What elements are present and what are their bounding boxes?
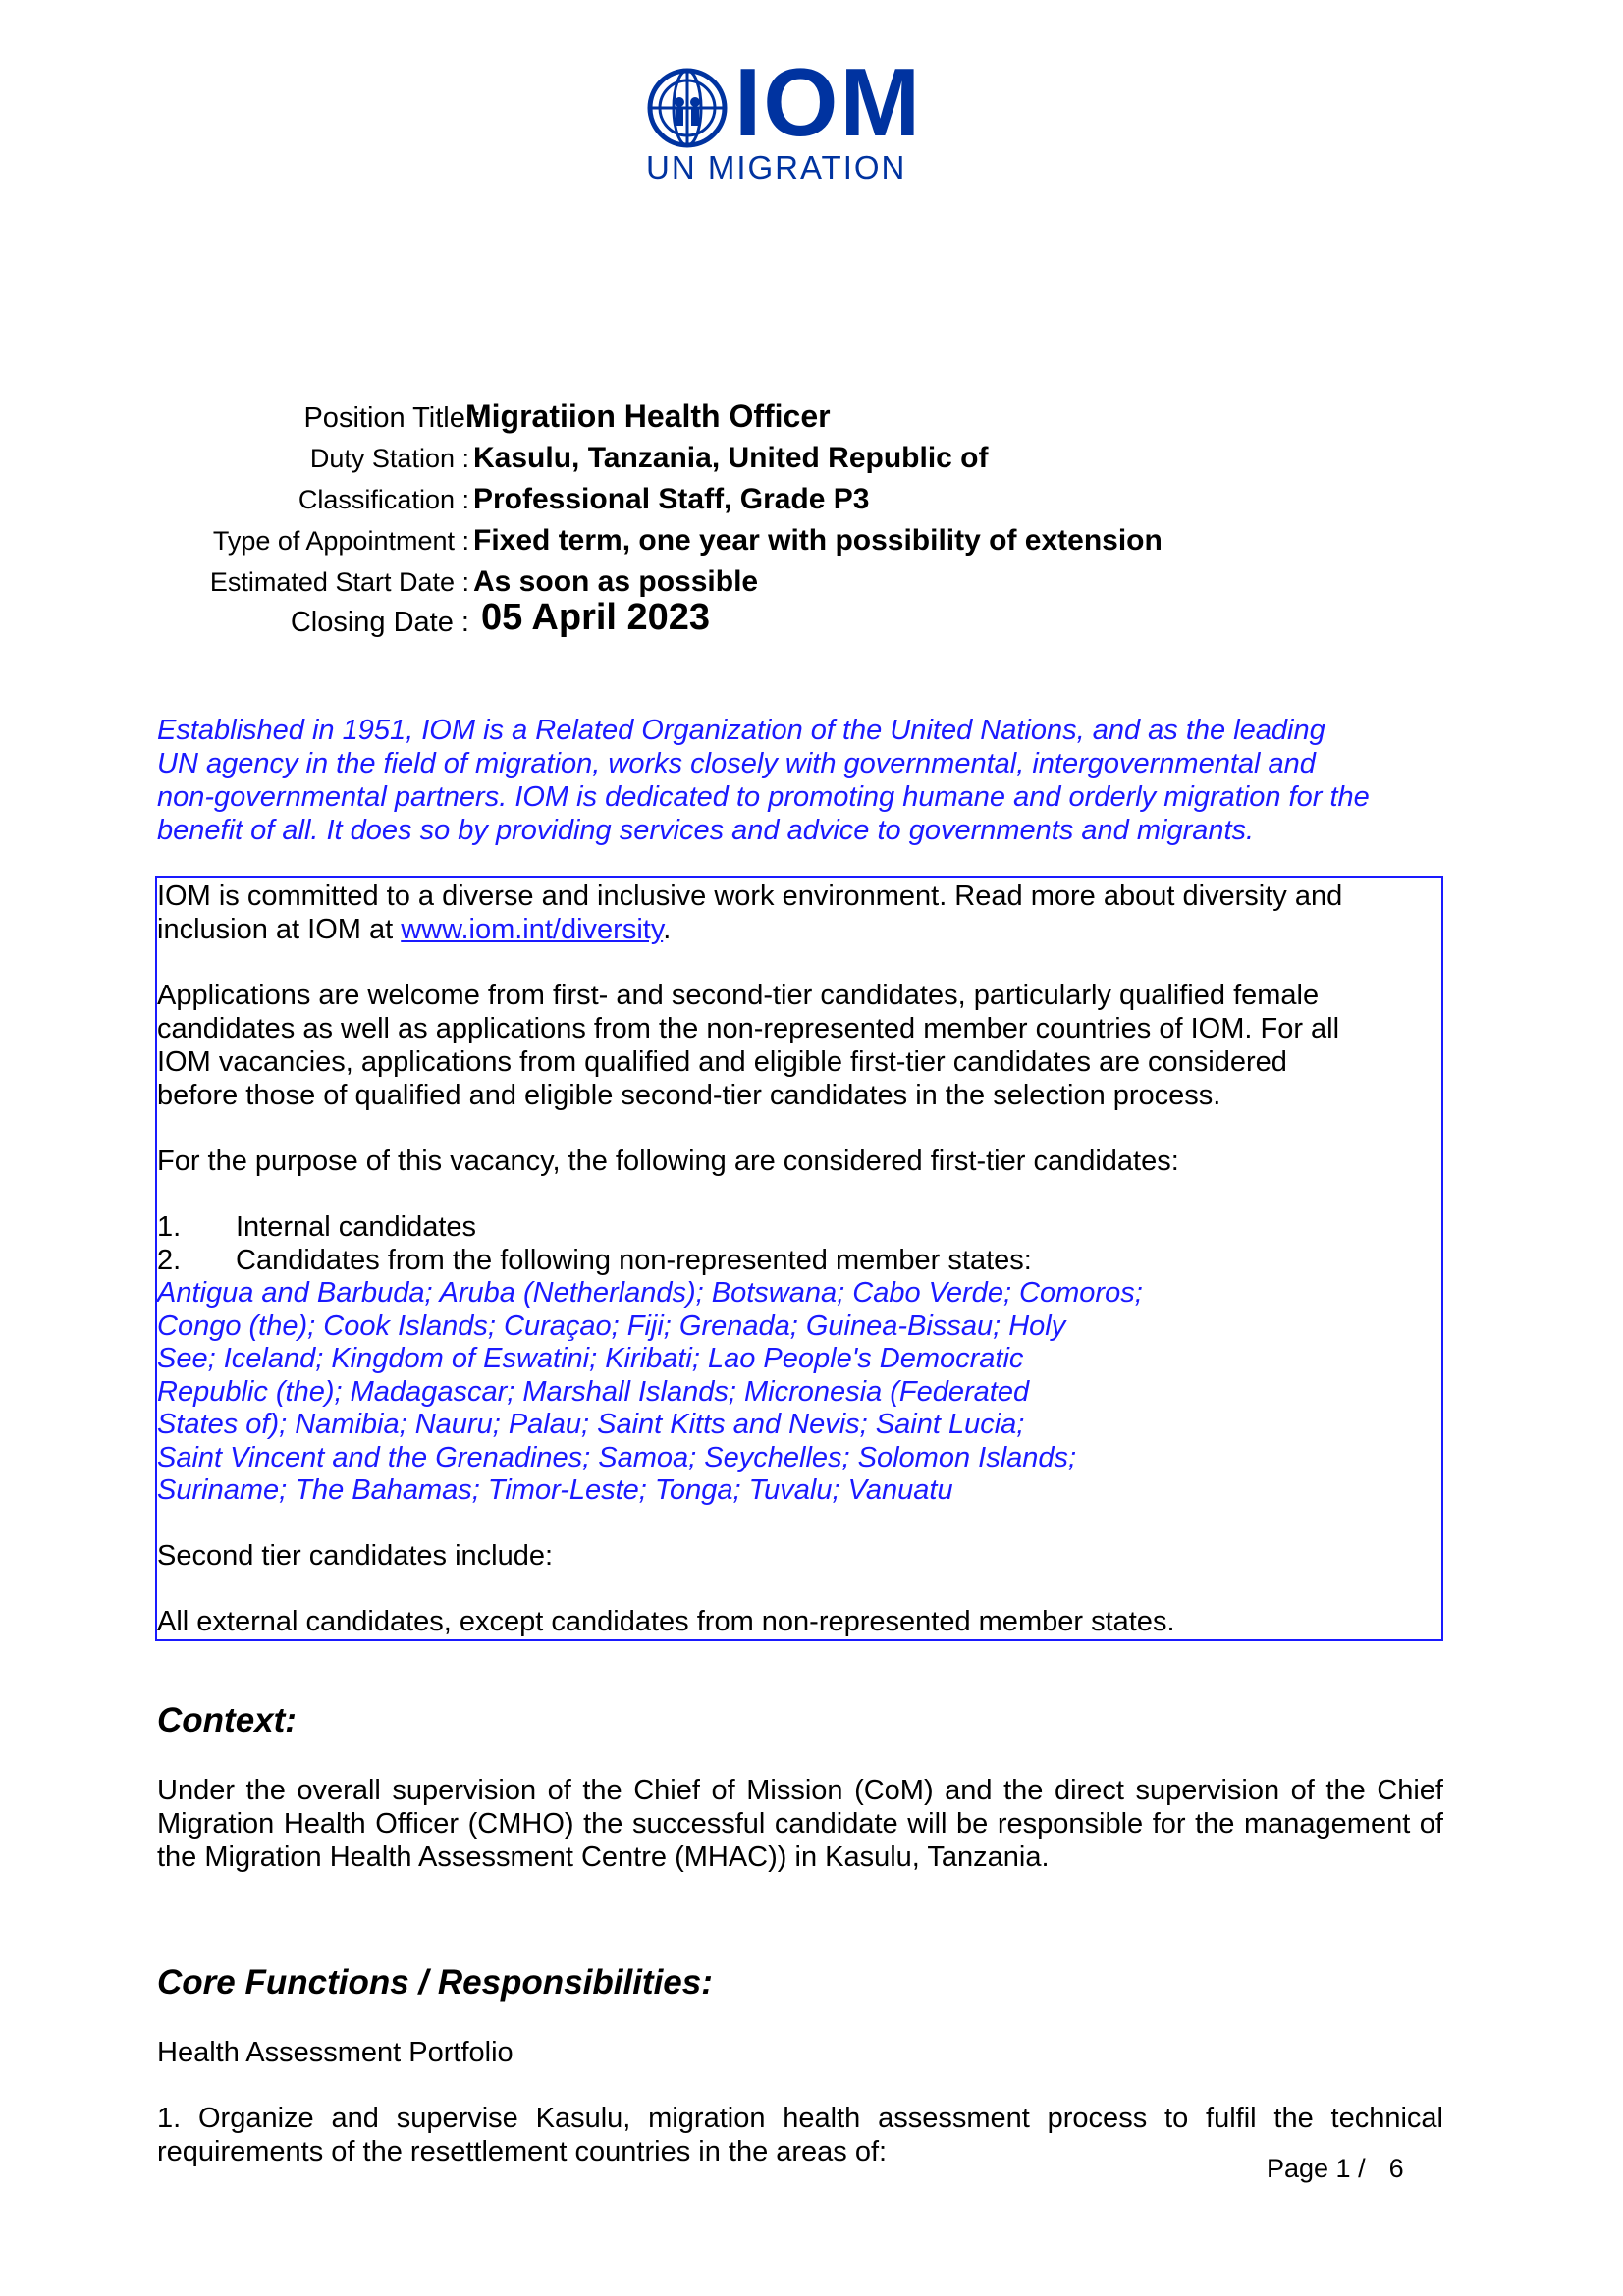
start-date-label: Estimated Start Date : xyxy=(209,567,469,597)
states-line: Suriname; The Bahamas; Timor-Leste; Tonga; Tuvalu; Vanuatu xyxy=(157,1474,953,1506)
logo-tagline: UN MIGRATION xyxy=(646,149,907,186)
diversity-link[interactable]: www.iom.int/diversity xyxy=(401,914,664,945)
page-number xyxy=(1267,2154,1404,2184)
diversity-line-2 xyxy=(157,913,671,946)
external-line: All external candidates, except candidates from non-represented member states. xyxy=(157,1606,1175,1637)
appointment-label: Type of Appointment : xyxy=(212,526,469,556)
applications-line: before those of qualified and eligible second-tier candidates in the selection process. xyxy=(157,1080,1221,1111)
states-line: Antigua and Barbuda; Aruba (Netherlands); Botswana; Cabo Verde; Comoros; xyxy=(157,1277,1143,1308)
applications-line: Applications are welcome from first- and second-tier candidates, particularly qualified female xyxy=(157,980,1320,1011)
intro-paragraph xyxy=(157,714,1453,847)
classification-value: Professional Staff, Grade P3 xyxy=(473,483,870,515)
duty-station-row xyxy=(0,444,469,479)
intro-line: benefit of all. It does so by providing services and advice to governments and migrants. xyxy=(157,815,1255,846)
core-item-1: 1. Organize and supervise Kasulu, migration health assessment process to fulfil the technical requirements of the resettlement countries in the areas of: xyxy=(157,2103,1443,2167)
closing-date-label: Closing Date : xyxy=(290,607,469,638)
start-date-row xyxy=(0,567,469,603)
duty-station-label: Duty Station : xyxy=(309,444,469,473)
states-line: See; Iceland; Kingdom of Eswatini; Kiribati; Lao People's Democratic xyxy=(157,1343,1024,1374)
position-title-label: Position Title : xyxy=(303,402,481,434)
diversity-line: IOM is committed to a diverse and inclusive work environment. Read more about diversity and xyxy=(157,881,1343,912)
purpose-line: For the purpose of this vacancy, the following are considered first-tier candidates: xyxy=(157,1146,1179,1177)
page-total: 6 xyxy=(1388,2154,1404,2183)
states-line: Saint Vincent and the Grenadines; Samoa; Seychelles; Solomon Islands; xyxy=(157,1442,1077,1473)
list-number: 1. xyxy=(157,1211,182,1243)
appointment-row xyxy=(0,526,469,561)
diversity-period: . xyxy=(663,914,672,945)
list-number: 2. xyxy=(157,1245,182,1276)
list-item-1 xyxy=(157,1210,476,1244)
position-title-row xyxy=(0,400,481,440)
context-paragraph: Under the overall supervision of the Chief of Mission (CoM) and the direct supervision of the Chief Migration Health Officer (CMHO) the successful candidate will be responsible for the management of the Migration Health Assessment Centre (MHAC)) in Kasulu, Tanzania. xyxy=(157,1775,1443,1873)
start-date-value: As soon as possible xyxy=(473,565,759,598)
applications-line: candidates as well as applications from the non-represented member countries of IOM. For all xyxy=(157,1013,1340,1044)
portfolio-heading: Health Assessment Portfolio xyxy=(157,2037,514,2068)
context-heading: Context: xyxy=(157,1701,297,1739)
iom-logo xyxy=(646,48,950,187)
list-text: Internal candidates xyxy=(236,1211,477,1243)
states-line: Republic (the); Madagascar; Marshall Islands; Micronesia (Federated xyxy=(157,1376,1030,1408)
closing-date-row xyxy=(0,605,469,644)
classification-row xyxy=(0,485,469,520)
un-emblem-icon xyxy=(646,67,729,149)
duty-station-value: Kasulu, Tanzania, United Republic of xyxy=(473,442,989,474)
intro-line: UN agency in the field of migration, works closely with governmental, intergovernmental and xyxy=(157,748,1316,779)
appointment-value: Fixed term, one year with possibility of extension xyxy=(473,524,1163,557)
list-item-2 xyxy=(157,1244,1032,1277)
page-label: Page 1 / xyxy=(1267,2154,1366,2183)
diversity-text: inclusion at IOM at xyxy=(157,914,402,945)
logo-name: IOM xyxy=(734,48,923,156)
states-line: Congo (the); Cook Islands; Curaçao; Fiji; Grenada; Guinea-Bissau; Holy xyxy=(157,1310,1066,1342)
intro-line: non-governmental partners. IOM is dedicated to promoting humane and orderly migration for the xyxy=(157,781,1370,813)
classification-label: Classification : xyxy=(298,485,469,514)
core-functions-heading: Core Functions / Responsibilities: xyxy=(157,1963,713,2002)
position-title-value: Migratiion Health Officer xyxy=(465,399,831,434)
closing-date-value: 05 April 2023 xyxy=(481,597,711,638)
states-line: States of); Namibia; Nauru; Palau; Saint Kitts and Nevis; Saint Lucia; xyxy=(157,1409,1025,1440)
intro-line: Established in 1951, IOM is a Related Organization of the United Nations, and as the leading xyxy=(157,715,1325,746)
second-tier-line: Second tier candidates include: xyxy=(157,1540,554,1572)
applications-line: IOM vacancies, applications from qualified and eligible first-tier candidates are considered xyxy=(157,1046,1287,1078)
list-text: Candidates from the following non-represented member states: xyxy=(236,1245,1032,1276)
